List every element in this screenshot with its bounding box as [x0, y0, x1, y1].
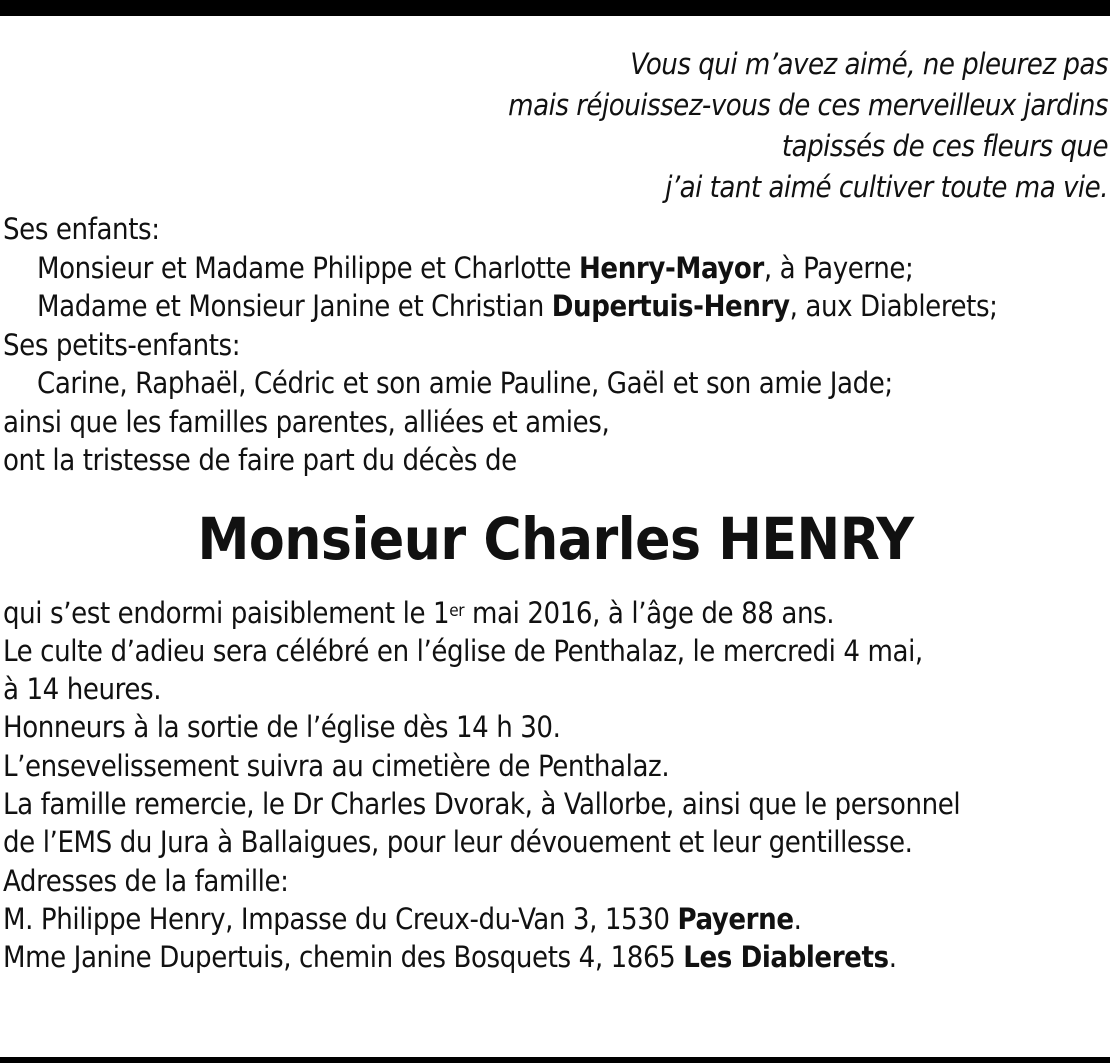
honors-line: Honneurs à la sortie de l’église dès 14 h 30. [3, 710, 561, 745]
address-line: Mme Janine Dupertuis, chemin des Bosquets 4, 1865 Les Diablerets. [3, 940, 897, 975]
grandchildren-list: Carine, Raphaël, Cédric et son amie Pauline, Gaël et son amie Jade; [37, 366, 893, 400]
deceased-name: Monsieur Charles HENRY [197, 504, 914, 573]
thanks-line: de l’EMS du Jura à Ballaigues, pour leur dévouement et leur gentillesse. [3, 825, 913, 860]
burial-line: L’ensevelissement suivra au cimetière de Penthalaz. [3, 748, 670, 783]
notice-details [3, 594, 1108, 977]
grandchildren-heading: Ses petits-enfants: [3, 327, 241, 362]
top-rule [0, 0, 1110, 16]
child-entry: Monsieur et Madame Philippe et Charlotte Henry-Mayor, à Payerne; [37, 250, 914, 285]
children-heading: Ses enfants: [3, 212, 160, 246]
child-entry: Madame et Monsieur Janine et Christian Dupertuis-Henry, aux Diablerets; [37, 289, 998, 323]
relatives-line: ainsi que les familles parentes, alliées et amies, [3, 404, 610, 439]
obituary-notice [3, 44, 1108, 976]
bottom-rule [0, 1057, 1110, 1063]
poem [3, 44, 1108, 208]
poem-line: mais réjouissez-vous de ces merveilleux jardins [508, 88, 1108, 122]
announcement-line: ont la tristesse de faire part du décès de [3, 443, 517, 477]
addresses-heading: Adresses de la famille: [3, 863, 289, 898]
service-line: Le culte d’adieu sera célébré en l’église de Penthalaz, le mercredi 4 mai, [3, 633, 923, 668]
city-name: Les Diablerets [683, 940, 889, 975]
family-list [3, 210, 1108, 480]
poem-line: Vous qui m’avez aimé, ne pleurez pas [630, 47, 1108, 81]
poem-line: j’ai tant aimé cultiver toute ma vie. [665, 170, 1108, 204]
city-name: Payerne [677, 901, 794, 936]
thanks-line: La famille remercie, le Dr Charles Dvorak, à Vallorbe, ainsi que le personnel [3, 786, 961, 821]
family-name: Dupertuis-Henry [551, 289, 790, 323]
family-name: Henry-Mayor [578, 250, 764, 285]
service-time-line: à 14 heures. [3, 672, 162, 707]
poem-line: tapissés de ces fleurs que [781, 129, 1108, 163]
death-line: qui s’est endormi paisiblement le 1er mai 2016, à l’âge de 88 ans. [3, 595, 835, 630]
address-line: M. Philippe Henry, Impasse du Creux-du-Van 3, 1530 Payerne. [3, 901, 802, 936]
